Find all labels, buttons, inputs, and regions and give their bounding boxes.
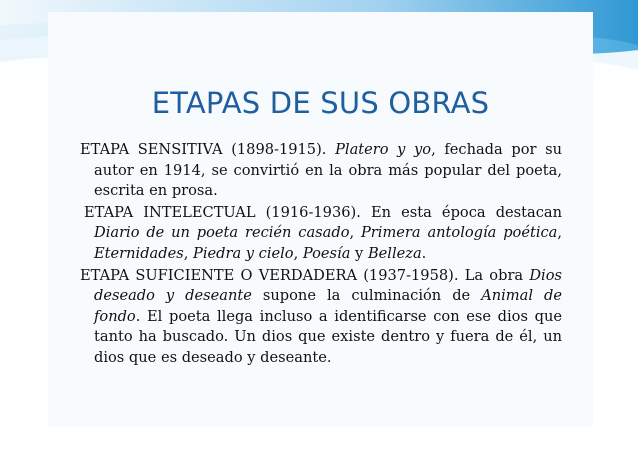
work-title: Poesía	[302, 244, 351, 262]
slide-body	[80, 140, 562, 370]
work-title: Platero y yo	[335, 141, 432, 158]
text-segment: ETAPA SUFICIENTE O VERDADERA (1937-1958). La obra	[80, 266, 530, 284]
work-title: Piedra y cielo	[193, 244, 294, 262]
text-segment: .	[421, 244, 427, 262]
slide-title: ETAPAS DE SUS OBRAS	[151, 86, 490, 120]
paragraph-etapa-intelectual	[80, 203, 562, 265]
work-title: Belleza	[367, 244, 422, 262]
text-segment: y	[350, 244, 368, 262]
work-title: Dios deseado y deseante	[94, 266, 562, 305]
work-title: Diario de un poeta recién casado	[94, 224, 350, 242]
work-title: Animal de fondo	[94, 287, 562, 325]
text-segment: ,	[349, 224, 361, 242]
text-segment: ETAPA SENSITIVA (1898-1915).	[80, 141, 336, 158]
work-title: Primera antología poética	[360, 224, 558, 242]
text-segment: ETAPA INTELECTUAL (1916-1936). En esta época destacan	[84, 203, 562, 221]
paragraph-etapa-sensitiva	[80, 140, 562, 202]
text-segment: , fechada por su autor en 1914, se convirtió en la obra más popular del poeta, escrita en prosa.	[94, 141, 562, 200]
text-segment: ,	[293, 244, 303, 262]
text-segment: ,	[557, 224, 563, 242]
text-segment: . El poeta llega incluso a identificarse con ese dios que tanto ha buscado. Un dios que existe dentro y fuera de él, un dios que es deseado y deseante.	[94, 307, 562, 366]
text-segment: supone la culminación de	[251, 287, 482, 305]
work-title: Eternidades	[94, 244, 184, 262]
text-segment: ,	[183, 244, 193, 262]
paragraph-etapa-suficiente	[80, 266, 562, 369]
